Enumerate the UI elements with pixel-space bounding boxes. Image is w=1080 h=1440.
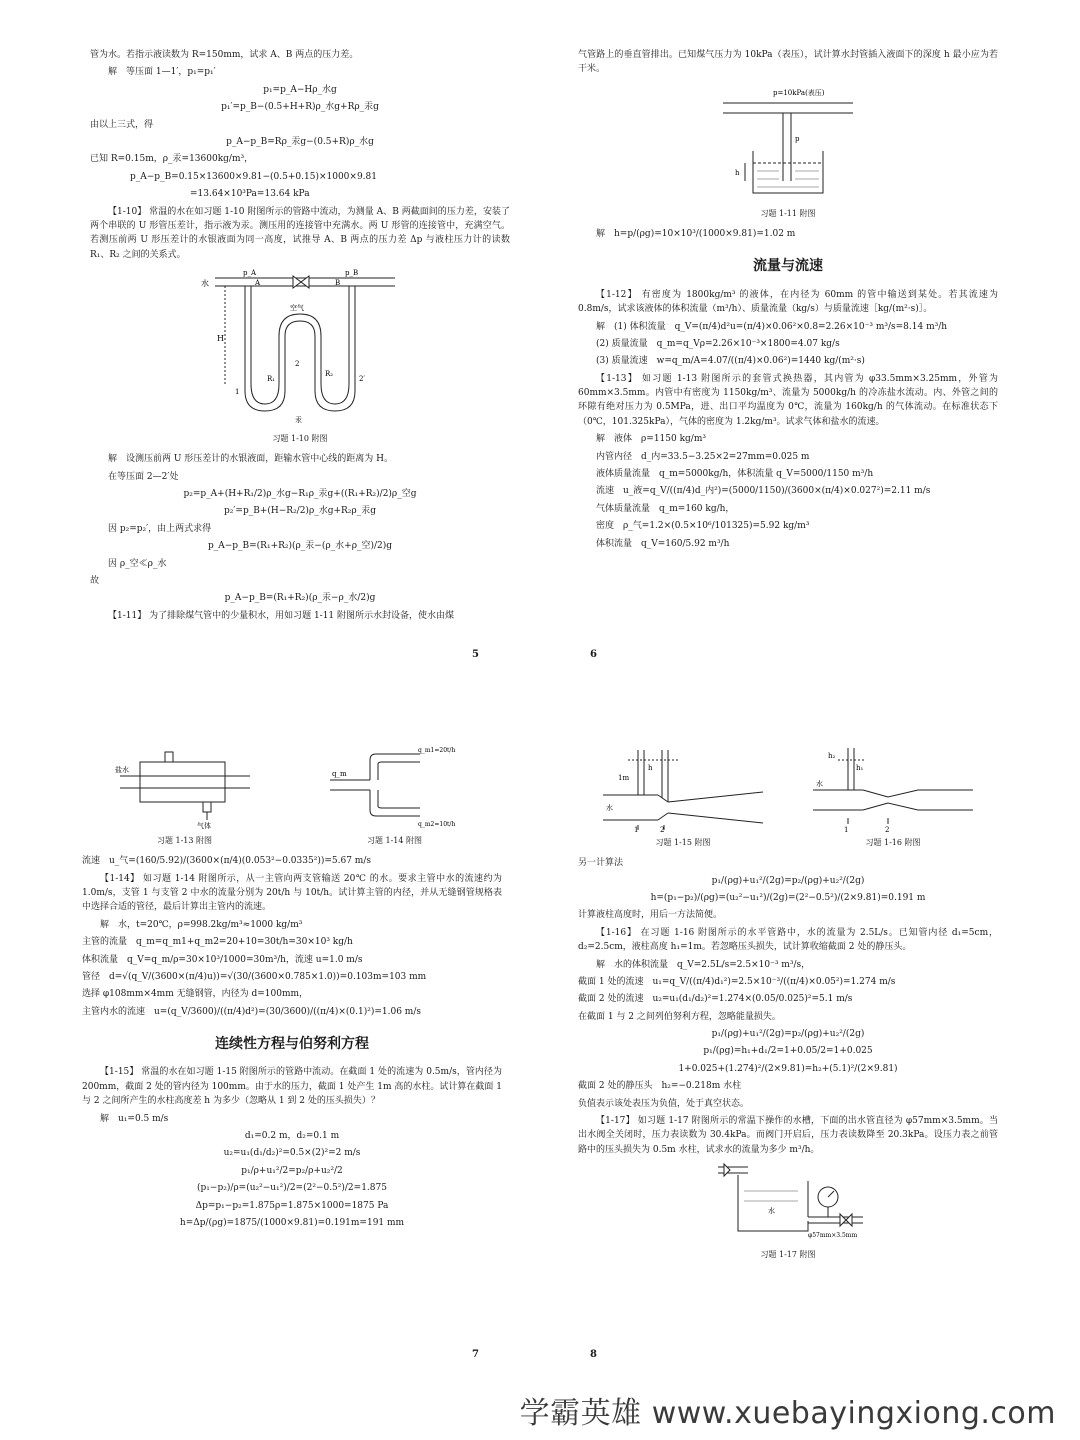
fig-label: 水: [201, 279, 209, 289]
equation: 1+0.025+(1.274)²/(2×9.81)=h₂+(5.1)²/(2×9.81): [678, 1063, 898, 1074]
fig-label: 汞: [295, 416, 302, 425]
equation: p_A−p_B=(R₁+R₂)(ρ_汞−ρ_水/2)g: [224, 593, 376, 604]
solution-line: 解 h=p/(ρg)=10×10³/(1000×9.81)=1.02 m: [596, 228, 796, 239]
text-line: 管为水。若指示液读数为 R=150mm，试求 A、B 两点的压力差。: [90, 50, 359, 60]
equation: (p₁−p₂)/ρ=(u₂²−u₁²)/2=(2²−0.5²)/2=1.875: [197, 1183, 387, 1194]
text-line: 在截面 1 与 2 之间列伯努利方程，忽略能量损失。: [578, 1011, 781, 1022]
solution-line: 解 (1) 体积流量 q_V=(π/4)d²u=(π/4)×0.06²×0.8=2.26×10⁻³ m³/s=8.14 m³/h: [596, 321, 948, 332]
fig-label: B: [335, 279, 341, 288]
text-line: 负值表示该处表压为负值，处于真空状态。: [578, 1098, 750, 1109]
page-number: 5: [472, 649, 479, 660]
solution-line: 流速 u_液=q_V/((π/4)d_内²)=(5000/1150)/(3600×(π/4)×0.027²)=2.11 m/s: [596, 486, 931, 497]
page-5: [90, 48, 510, 660]
solution-line: 管径 d=√(q_V/(3600×(π/4)u))=√(30/(3600×0.785×1.0))=0.103m=103 mm: [82, 971, 427, 982]
problem-1-15: 【1-15】 常温的水在如习题 1-15 附图所示的管路中流动。在截面 1 处的流速为 0.5m/s，管内径为 200mm，截面 2 处的管内径为 100mm。由于水的压力，截面 1 处产生 1m 高的水柱。试计算在截面 1 与 2 之间所产生的水柱高度差 h 为多少（忽略从 1 到 2 处的压头损失）？: [82, 1067, 502, 1107]
text-line: 气管路上的垂直管排出。已知煤气压力为 10kPa（表压），试计算水封管插入液面下的深度 h 最小应为若干米。: [578, 50, 998, 75]
equation: p_A−p_B=(R₁+R₂)(ρ_汞−(ρ_水+ρ_空)/2)g: [207, 541, 393, 552]
fig-label: 1: [844, 826, 849, 832]
fig-label: p: [795, 134, 800, 143]
solution-line: 截面 2 处的流速 u₂=u₁(d₁/d₂)²=1.274×(0.05/0.025)²=5.1 m/s: [578, 994, 853, 1005]
equation: p₂=p_A+(H+R₁/2)ρ_水g−R₁ρ_汞g+((R₁+R₂)/2)ρ_空g: [183, 489, 417, 500]
page-number: 6: [590, 649, 597, 660]
fig-label: 2: [660, 826, 665, 832]
figure-row: [578, 740, 998, 856]
solution-line: 选择 φ108mm×4mm 无缝钢管，内径为 d=100mm，: [82, 989, 309, 1000]
problem-1-11: 【1-11】 为了排除煤气管中的少量积水，用如习题 1-11 附图所示水封设备，使水由煤: [108, 610, 455, 621]
solution-line: 气体质量流量 q_m=160 kg/h，: [596, 503, 735, 514]
figure-1-10: [90, 266, 510, 431]
equation: p₁/(ρg)+u₁²/(2g)=p₂/(ρg)+u₂²/(2g): [711, 1029, 865, 1040]
figure-caption: 习题 1-13 附图: [156, 836, 213, 846]
figure-1-16: [808, 740, 978, 856]
fig-label: h₂: [828, 752, 836, 760]
fig-label: 2: [885, 826, 890, 832]
branch-pipe-diagram: [320, 740, 470, 830]
fig-label: 1: [634, 826, 639, 832]
fig-label: p_B: [345, 269, 359, 278]
figure-caption: 习题 1-11 附图: [760, 209, 816, 219]
solution-line: 体积流量 q_V=q_m/ρ=30×10³/1000=30m³/h，流速 u=1.0 m/s: [82, 954, 363, 965]
water-seal-diagram: [713, 81, 863, 201]
page-number: 8: [590, 1349, 597, 1360]
venturi-pipe-diagram-1-15: [598, 740, 768, 832]
figure-1-11: [578, 81, 998, 206]
figure-1-14: [320, 740, 470, 854]
section-heading: 流量与流速: [753, 258, 823, 275]
equation: p_A−p_B=0.15×13600×9.81−(0.5+0.15)×1000×9.81: [130, 171, 377, 182]
page-8: [578, 740, 998, 1360]
equation: p₁=p_A−Hρ_水g: [263, 84, 337, 95]
solution-line: 解 等压面 1—1′，p₁=p₁′: [108, 67, 216, 78]
solution-line: 截面 1 处的流速 u₁=q_V/((π/4)d₁²)=2.5×10⁻³/((π/4)×0.05²)=1.274 m/s: [578, 976, 896, 987]
fig-label: h₁: [856, 764, 864, 772]
fig-label: h: [648, 764, 653, 772]
text-line: 另一计算法: [578, 858, 624, 869]
solution-line: 液体质量流量 q_m=5000kg/h，体积流量 q_V=5000/1150 m³/h: [596, 469, 874, 480]
problem-1-10: 【1-10】 常温的水在如习题 1-10 附图所示的管路中流动，为测量 A、B 两截面间的压力差，安装了两个串联的 U 形管压差计，指示液为汞。测压用的连接管中充满水。两 U 形管的连接管中，充满空气。若测压前两 U 形压差计的水银液面为同一高度，试推导 A、B 两点的压力差 Δp 与液柱压力计的读数 R₁、R₂ 之间的关系式。: [90, 206, 510, 260]
figure-row: [82, 740, 502, 854]
solution-line: 密度 ρ_气=1.2×(0.5×10⁶/101325)=5.92 kg/m³: [596, 521, 810, 532]
solution-line: 主管内水的流速 u=(q_V/3600)/((π/4)d²)=(30/3600)/((π/4)×(0.1)²)=1.06 m/s: [82, 1006, 421, 1017]
solution-line: 解 水，t=20℃，ρ=998.2kg/m³≈1000 kg/m³: [100, 919, 303, 930]
fig-label: p_A: [243, 269, 257, 278]
problem-1-13: 【1-13】 如习题 1-13 附图所示的套管式换热器，其内管为 φ33.5mm×3.25mm，外管为 60mm×3.5mm。内管中有密度为 1150kg/m³、流量为 5000kg/h 的冷冻盐水流动。内、外管之间的环隙有绝对压力为 0.5MPa，进、出口平均温度为 0℃，流量为 160kg/h 的气体流动。在标准状态下（0℃，101.325kPa），气体的密度为 1.2kg/m³。试求气体和盐水的流速。: [578, 373, 998, 427]
fig-label: p=10kPa(表压): [773, 88, 825, 97]
equation: p₁/(ρg)=h₁+d₁/2=1+0.05/2=1+0.025: [703, 1046, 873, 1057]
solution-line: 截面 2 处的静压头 h₂=−0.218m 水柱: [578, 1081, 742, 1092]
water-tank-diagram: [688, 1161, 888, 1241]
text-line: 已知 R=0.15m，ρ_汞=13600kg/m³，: [90, 154, 254, 165]
figure-caption: 习题 1-16 附图: [865, 838, 921, 848]
u-tube-manometer-diagram: [195, 266, 405, 426]
fig-label: h: [735, 168, 740, 177]
solution-line: 解 水的体积流量 q_V=2.5L/s=2.5×10⁻³ m³/s，: [596, 959, 811, 970]
equation: p₂′=p_B+(H−R₂/2)ρ_水g+R₂ρ_汞g: [224, 506, 376, 517]
fig-label: q_m2=10t/h: [417, 821, 455, 828]
equation: p₁/(ρg)+u₁²/(2g)=p₂/(ρg)+u₂²/(2g): [711, 875, 865, 886]
figure-1-13: [115, 740, 255, 854]
equation: h=Δp/(ρg)=1875/(1000×9.81)=0.191m=191 mm: [179, 1218, 405, 1228]
fig-label: q_m: [331, 770, 347, 778]
fig-label: R₂: [325, 370, 334, 379]
solution-line: 解 u₁=0.5 m/s: [100, 1113, 169, 1124]
fig-label: 水: [816, 780, 823, 788]
equation: d₁=0.2 m，d₂=0.1 m: [244, 1131, 340, 1142]
problem-1-16: 【1-16】 在习题 1-16 附图所示的水平管路中，水的流量为 2.5L/s。已知管内径 d₁=5cm，d₂=2.5cm，液柱高度 h₁=1m。若忽略压头损失，试计算收缩截面 2 处的静压头。: [578, 927, 998, 953]
fig-label: R₁: [267, 375, 276, 384]
watermark-footer: 学霸英雄 www.xuebayingxiong.com: [519, 1396, 1056, 1431]
solution-line: (2) 质量流量 q_m=q_Vρ=2.26×10⁻³×1800=4.07 kg/s: [596, 338, 840, 349]
figure-caption: 习题 1-17 附图: [760, 1249, 816, 1259]
problem-1-14: 【1-14】 如习题 1-14 附图所示，从一主管向两支管输送 20℃ 的水。要求主管中水的流速约为 1.0m/s，支管 1 与支管 2 中水的流量分别为 20t/h 与 10t/h。试计算主管的内径，并从无缝钢管规格表中选择合适的管径，最后计算出主管内的流速。: [82, 873, 502, 913]
fig-label: 1: [235, 388, 240, 397]
fig-label: 2′: [359, 375, 366, 384]
page-6: [578, 48, 998, 660]
section-heading: 连续性方程与伯努利方程: [215, 1036, 369, 1053]
venturi-pipe-diagram-1-16: [808, 740, 978, 832]
fig-label: 2: [295, 360, 300, 369]
equation: Δp=p₁−p₂=1.875ρ=1.875×1000=1875 Pa: [195, 1200, 389, 1211]
fig-label: 盐水: [114, 766, 129, 774]
solution-line: 解 液体 ρ=1150 kg/m³: [596, 434, 706, 445]
solution-line: 流速 u_气=(160/5.92)/(3600×(π/4)(0.053²−0.0335²))=5.67 m/s: [82, 856, 371, 867]
text-line: 因 p₂=p₂′，由上两式求得: [108, 523, 212, 534]
figure-caption: 习题 1-14 附图: [366, 836, 423, 846]
equation: p₁/ρ+u₁²/2=p₂/ρ+u₂²/2: [241, 1165, 343, 1176]
problem-1-12: 【1-12】 有密度为 1800kg/m³ 的液体，在内径为 60mm 的管中输送到某处。若其流速为 0.8m/s，试求该液体的体积流量（m³/h）、质量流量（kg/s）与质量流速［kg/(m²·s)］。: [578, 289, 998, 315]
equation: p₁′=p_B−(0.5+H+R)ρ_水g+Rρ_汞g: [221, 102, 379, 113]
text-line: 因 ρ_空≪ρ_水: [108, 558, 167, 569]
fig-label: H: [217, 334, 224, 344]
figure-1-17: [578, 1161, 998, 1246]
solution-line: (3) 质量流速 w=q_m/A=4.07/((π/4)×0.06²)=1440 kg/(m²·s): [596, 356, 865, 367]
text-line: 由以上三式，得: [90, 119, 154, 130]
double-pipe-exchanger-diagram: [115, 740, 255, 830]
page-number: 7: [472, 1349, 479, 1360]
solution-line: 主管的流量 q_m=q_m1+q_m2=20+10=30t/h=30×10³ kg/h: [82, 937, 353, 948]
fig-label: 水: [606, 804, 613, 812]
text-line: 计算液柱高度时，用后一方法简便。: [578, 910, 723, 921]
fig-label: φ57mm×3.5mm: [808, 1232, 858, 1240]
fig-label: q_m1=20t/h: [417, 747, 455, 754]
equation: =13.64×10³Pa=13.64 kPa: [190, 189, 310, 200]
page-7: [82, 740, 502, 1360]
figure-caption: 习题 1-15 附图: [655, 838, 711, 848]
fig-label: 水: [768, 1207, 775, 1216]
solution-line: 体积流量 q_V=160/5.92 m³/h: [596, 538, 730, 549]
solution-line: 内管内径 d_内=33.5−3.25×2=27mm=0.025 m: [596, 451, 810, 462]
text-line: 在等压面 2—2′处: [108, 471, 179, 482]
fig-label: 气体: [196, 822, 211, 830]
text-line: 故: [90, 576, 100, 586]
solution-line: 解 设测压前两 U 形压差计的水银液面，距输水管中心线的距离为 H。: [108, 454, 394, 465]
equation: u₂=u₁(d₁/d₂)²=0.5×(2)²=2 m/s: [223, 1148, 361, 1159]
fig-label: 1m: [618, 774, 630, 782]
fig-label: A: [255, 279, 261, 288]
problem-1-17: 【1-17】 如习题 1-17 附图所示的常温下操作的水槽，下面的出水管直径为 φ57mm×3.5mm。当出水阀全关闭时，压力表读数为 30.4kPa。而阀门开启后，压力表读数降至 20.3kPa。设压力表之前管路中的压头损失为 0.5m 水柱，试求水的流量为多少 m³/h。: [578, 1116, 998, 1155]
equation: h=(p₁−p₂)/(ρg)=(u₂²−u₁²)/(2g)=(2²−0.5²)/(2×9.81)=0.191 m: [650, 892, 926, 903]
figure-caption: 习题 1-10 附图: [272, 434, 328, 444]
figure-1-15: [598, 740, 768, 856]
equation: p_A−p_B=Rρ_汞g−(0.5+R)ρ_水g: [226, 136, 374, 147]
fig-label: 空气: [290, 304, 304, 313]
